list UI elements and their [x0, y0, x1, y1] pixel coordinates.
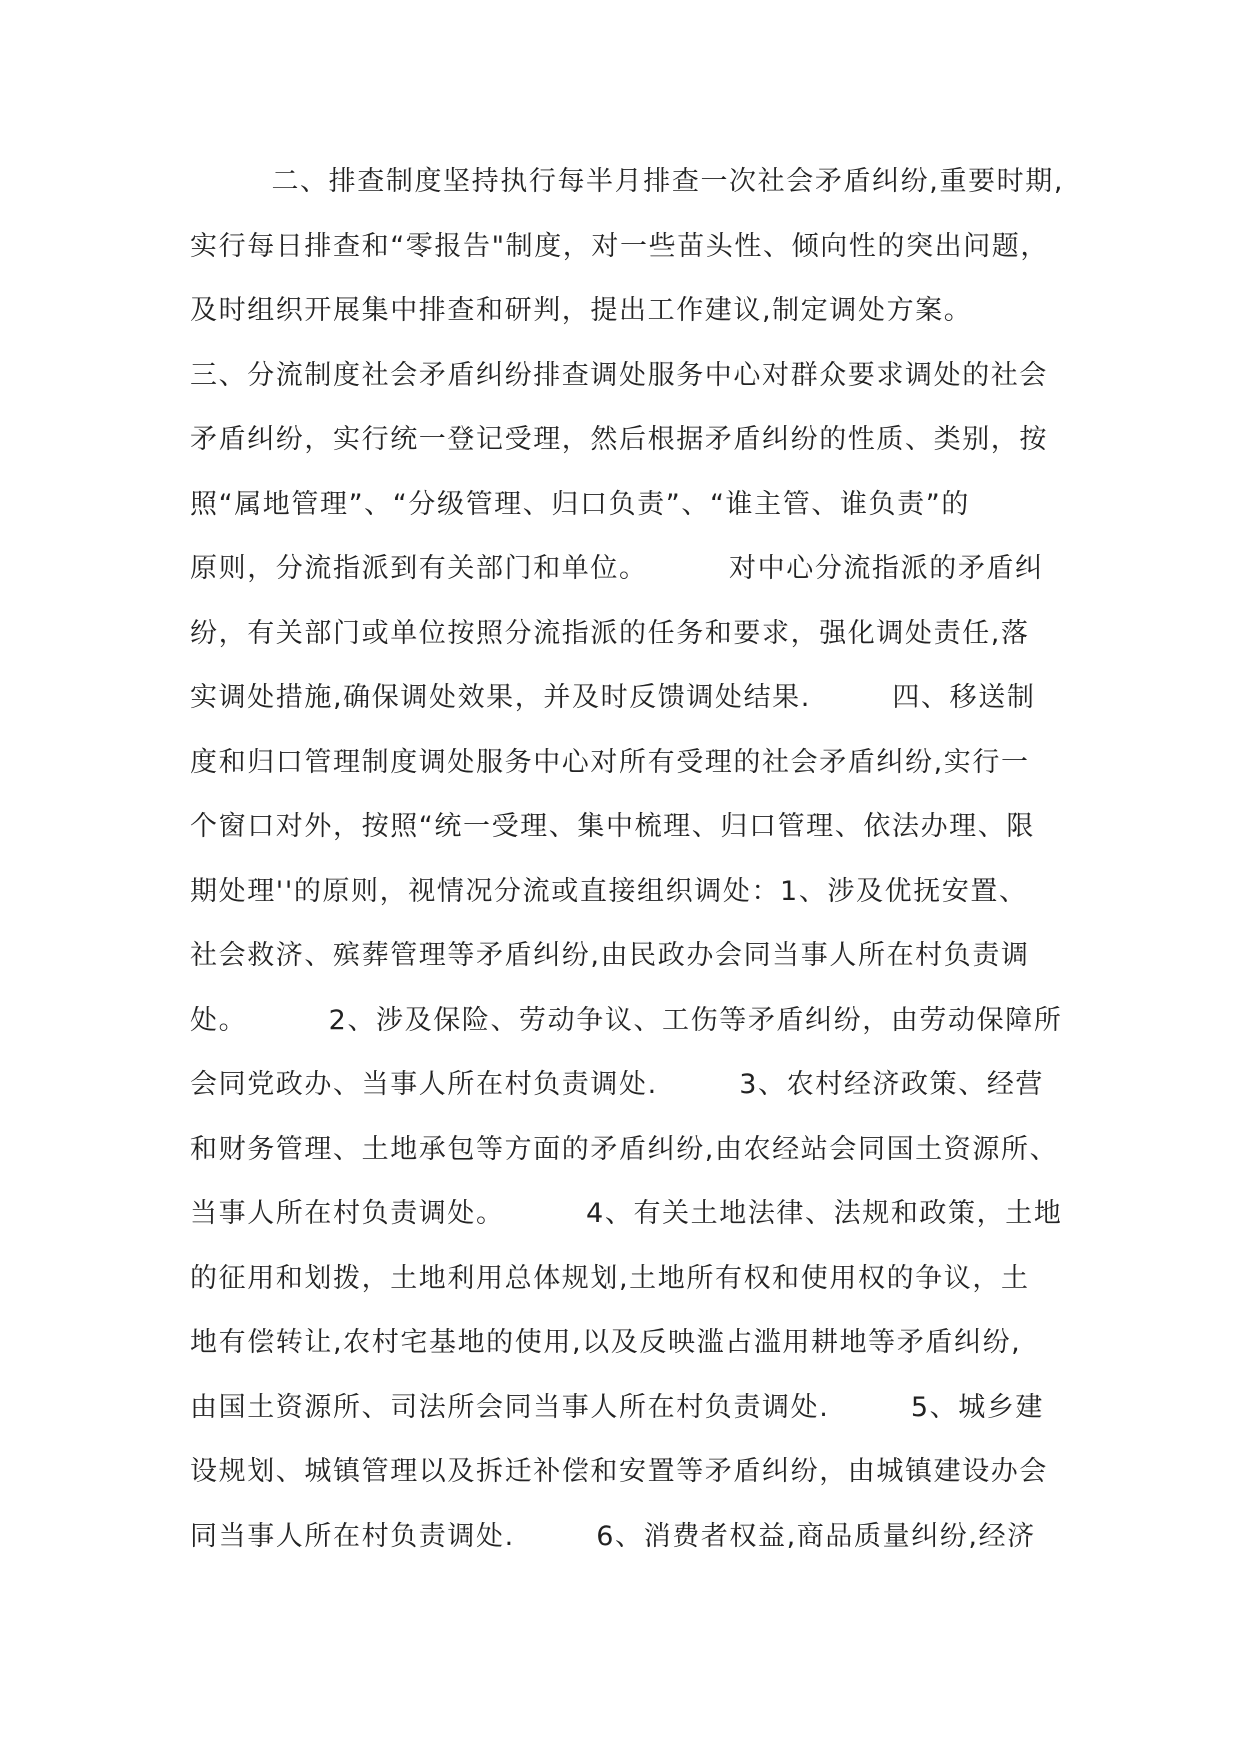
- text-line: 期处理''的原则，视情况分流或直接组织调处：1、涉及优抚安置、: [190, 875, 1028, 907]
- text-line: 照“属地管理”、“分级管理、归口负责”、“谁主管、谁负责”的: [190, 488, 970, 520]
- text-line: 三、分流制度社会矛盾纠纷排查调处服务中心对群众要求调处的社会: [190, 359, 1048, 391]
- text-line: 和财务管理、土地承包等方面的矛盾纠纷,由农经站会同国土资源所、: [190, 1133, 1059, 1165]
- text-line: 的征用和划拨，土地利用总体规划,土地所有权和使用权的争议，土: [190, 1262, 1030, 1294]
- text-line: 实行每日排查和“零报告"制度，对一些苗头性、倾向性的突出问题，: [190, 230, 1050, 262]
- text-line: 设规划、城镇管理以及拆迁补偿和安置等矛盾纠纷，由城镇建设办会: [190, 1456, 1048, 1487]
- text-line: 矛盾纠纷，实行统一登记受理，然后根据矛盾纠纷的性质、类别，按: [190, 424, 1048, 455]
- text-line: 实调处措施,确保调处效果，并及时反馈调处结果. 四、移送制: [190, 682, 1036, 713]
- text-line: 二、排查制度坚持执行每半月排查一次社会矛盾纠纷,重要时期,: [190, 166, 1065, 197]
- text-line: 会同党政办、当事人所在村负责调处. 3、农村经济政策、经营: [190, 1069, 1045, 1100]
- text-line: 社会救济、殡葬管理等矛盾纠纷,由民政办会同当事人所在村负责调: [190, 940, 1030, 971]
- text-line: 及时组织开展集中排查和研判，提出工作建议,制定调处方案。: [190, 295, 973, 326]
- text-line: 当事人所在村负责调处。 4、有关土地法律、法规和政策，土地: [190, 1198, 1063, 1229]
- text-line: 个窗口对外，按照“统一受理、集中梳理、归口管理、依法办理、限: [190, 811, 1035, 842]
- body-text: [190, 162, 1070, 1581]
- text-line: 地有偿转让,农村宅基地的使用,以及反映滥占滥用耕地等矛盾纠纷,: [190, 1327, 1022, 1358]
- text-line: 原则，分流指派到有关部门和单位。 对中心分流指派的矛盾纠: [190, 553, 1044, 584]
- text-line: 同当事人所在村负责调处. 6、消费者权益,商品质量纠纷,经济: [190, 1520, 1036, 1552]
- text-line: 处。 2、涉及保险、劳动争议、工伤等矛盾纠纷，由劳动保障所: [190, 1004, 1063, 1036]
- text-line: 度和归口管理制度调处服务中心对所有受理的社会矛盾纠纷,实行一: [190, 746, 1030, 778]
- text-line: 纷，有关部门或单位按照分流指派的任务和要求，强化调处责任,落: [190, 617, 1030, 649]
- text-line: 由国土资源所、司法所会同当事人所在村负责调处. 5、城乡建: [190, 1391, 1045, 1423]
